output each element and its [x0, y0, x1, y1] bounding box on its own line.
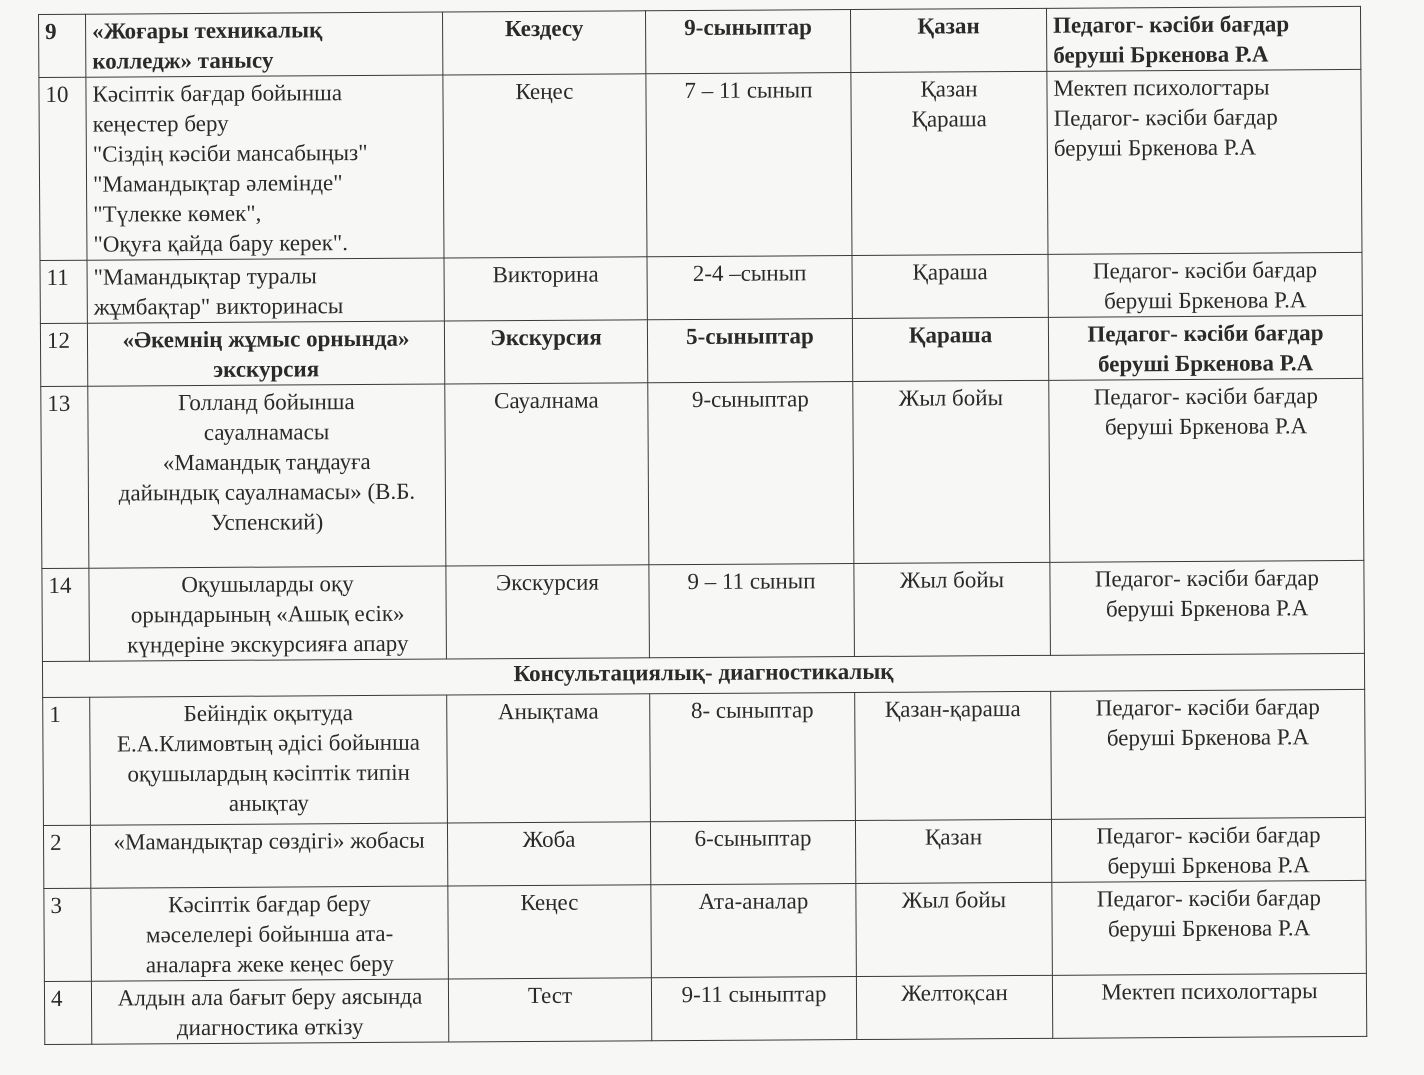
target-grade: 9-11 сыныптар: [651, 977, 856, 1041]
time-period: Қараша: [852, 317, 1048, 381]
row-number: 3: [44, 888, 92, 981]
target-grade: 7 – 11 сынып: [646, 73, 852, 257]
target-grade: Ата-аналар: [651, 884, 857, 978]
time-period: Желтоқсан: [856, 975, 1052, 1039]
document-page: [38, 6, 1367, 1045]
activity-form: Кездесу: [442, 11, 645, 75]
activity-name: Оқушыларды оқу орындарының «Ашық есік» күндеріне экскурсияға апару: [89, 566, 447, 661]
table-row: [41, 378, 1364, 568]
activity-name: Кәсіптік бағдар бойынша кеңестер беру "Сіздің кәсіби мансабыңыз" "Мамандықтар әлемінде" "Түлекке көмек", "Оқуға қайда бару керек".: [86, 75, 444, 260]
time-period: Қазан: [850, 8, 1046, 72]
table-row: [42, 560, 1365, 661]
row-number: 12: [40, 323, 87, 386]
time-period: Жыл бойы: [856, 882, 1053, 976]
table-row: [40, 315, 1362, 386]
time-period: Қазан: [855, 819, 1051, 883]
row-number: 4: [44, 981, 91, 1044]
table-row: [43, 689, 1366, 825]
time-period: Қазан-қараша: [855, 691, 1052, 820]
activity-form: Анықтама: [447, 694, 651, 823]
time-period: Қараша: [852, 254, 1048, 318]
responsible-person: Мектеп психологтары Педагог- кәсіби бағдар беруші Бркенова Р.А: [1047, 69, 1362, 254]
activity-name: «Мамандықтар сөздігі» жобасы: [90, 823, 447, 888]
row-number: 11: [40, 260, 87, 323]
activity-form: Экскурсия: [444, 320, 647, 384]
section-title: Консультациялық- диагностикалық: [42, 653, 1364, 697]
activity-name: Голланд бойынша сауалнамасы «Мамандық таңдауға дайындық сауалнамасы» (В.Б. Успенский): [88, 384, 446, 568]
activity-name: «Жоғары техникалық колледж» танысу: [86, 12, 443, 77]
target-grade: 6-сыныптар: [650, 821, 855, 885]
target-grade: 9-сыныптар: [645, 10, 850, 74]
table-row: [39, 6, 1361, 77]
time-period: Жыл бойы: [854, 562, 1051, 656]
activity-name: Алдын ала бағыт беру аясында диагностика өткізу: [91, 979, 448, 1044]
target-grade: 2-4 –сынып: [647, 256, 852, 320]
responsible-person: Педагог- кәсіби бағдар беруші Бркенова Р.А: [1048, 252, 1362, 317]
activity-form: Тест: [448, 978, 651, 1042]
row-number: 13: [41, 386, 89, 568]
responsible-person: Мектеп психологтары: [1052, 973, 1366, 1038]
responsible-person: Педагог- кәсіби бағдар беруші Бркенова Р.А: [1048, 315, 1362, 380]
activity-form: Кеңес: [443, 74, 647, 258]
activity-form: Викторина: [444, 257, 647, 321]
target-grade: 5-сыныптар: [647, 319, 852, 383]
responsible-person: Педагог- кәсіби бағдар беруші Бркенова Р.А: [1051, 689, 1366, 819]
activity-name: Кәсіптік бағдар беру мәселелері бойынша ата- аналарға жеке кеңес беру: [91, 886, 449, 981]
time-period: Қазан Қараша: [851, 71, 1048, 255]
row-number: 1: [43, 697, 91, 825]
row-number: 2: [43, 825, 90, 888]
target-grade: 8- сыныптар: [650, 693, 856, 822]
target-grade: 9-сыныптар: [648, 382, 854, 565]
row-number: 10: [39, 77, 87, 260]
table-row: [40, 252, 1362, 323]
activity-plan-table: [38, 6, 1367, 1045]
responsible-person: Педагог- кәсіби бағдар беруші Бркенова Р.А: [1050, 560, 1365, 655]
activity-form: Сауалнама: [445, 383, 649, 566]
activity-form: Кеңес: [448, 885, 652, 979]
responsible-person: Педагог- кәсіби бағдар беруші Бркенова Р.А: [1049, 378, 1364, 562]
target-grade: 9 – 11 сынып: [649, 564, 855, 658]
activity-form: Экскурсия: [446, 565, 650, 659]
table-row: [44, 973, 1366, 1044]
responsible-person: Педагог- кәсіби бағдар беруші Бркенова Р.А: [1052, 880, 1367, 975]
table-row: [39, 69, 1362, 260]
activity-name: "Мамандықтар туралы жұмбақтар" викторинасы: [87, 258, 444, 323]
row-number: 14: [42, 568, 90, 661]
row-number: 9: [39, 14, 86, 77]
activity-name: «Әкемнің жұмыс орнында» экскурсия: [87, 321, 444, 386]
responsible-person: Педагог- кәсіби бағдар беруші Бркенова Р.А: [1046, 6, 1360, 71]
responsible-person: Педагог- кәсіби бағдар беруші Бркенова Р.А: [1051, 817, 1365, 882]
activity-name: Бейіндік оқытуда Е.А.Климовтың әдісі бойынша оқушылардың кәсіптік типін анықтау: [90, 695, 448, 825]
time-period: Жыл бойы: [853, 380, 1050, 563]
table-row: [43, 817, 1365, 888]
activity-form: Жоба: [447, 822, 650, 886]
table-row: [44, 880, 1367, 981]
